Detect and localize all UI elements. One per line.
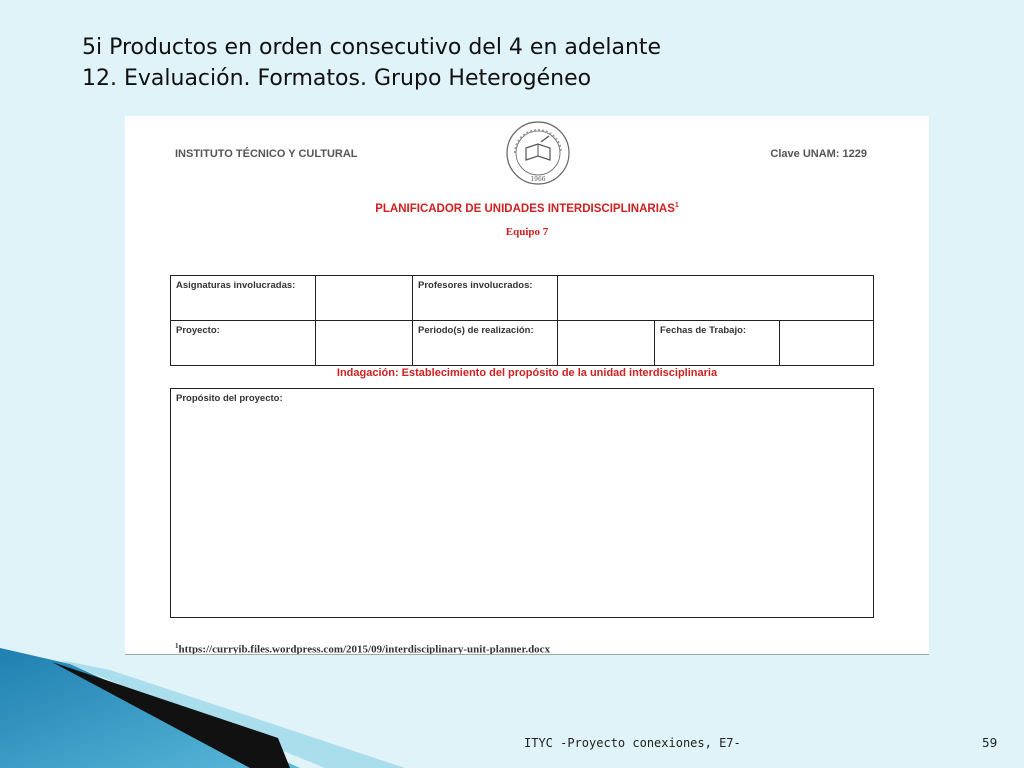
slide-title-line-2: 12. Evaluación. Formatos. Grupo Heterogéneo — [82, 66, 592, 91]
project-field[interactable] — [316, 321, 413, 366]
subjects-label: Asignaturas involucradas: — [171, 276, 316, 321]
page-number: 59 — [982, 736, 998, 750]
document-image — [125, 116, 929, 655]
teachers-label: Profesores involucrados: — [413, 276, 558, 321]
institution-seal-icon — [505, 120, 571, 186]
svg-text:1966: 1966 — [530, 176, 546, 183]
team-label: Equipo 7 — [505, 226, 549, 238]
decorative-corner-shape — [0, 640, 420, 768]
project-label: Proyecto: — [171, 321, 316, 366]
footnote-marker: 1 — [674, 202, 679, 209]
project-purpose-label: Propósito del proyecto: — [176, 393, 283, 404]
period-label: Periodo(s) de realización: — [413, 321, 558, 366]
project-purpose-box[interactable] — [170, 388, 874, 618]
subjects-field[interactable] — [316, 276, 413, 321]
period-field[interactable] — [558, 321, 655, 366]
inquiry-section-title: Indagación: Establecimiento del propósito de la unidad interdisciplinaria — [336, 367, 718, 379]
teachers-field[interactable] — [558, 276, 874, 321]
table-row — [171, 276, 874, 321]
clave-unam: Clave UNAM: 1229 — [770, 148, 867, 160]
work-dates-label: Fechas de Trabajo: — [655, 321, 780, 366]
slide-title — [82, 32, 661, 94]
footnote: $^1$https://curryib.files.wordpress.com/2015/09/interdisciplinary-unit-planner.docx — [175, 642, 551, 655]
slide-title-line-1: 5i Productos en orden consecutivo del 4 en adelante — [82, 35, 662, 60]
work-dates-field[interactable] — [780, 321, 874, 366]
project-info-table — [170, 275, 874, 366]
footer-text: ITYC -Proyecto conexiones, E7- — [524, 736, 741, 750]
planner-title: PLANIFICADOR DE UNIDADES INTERDISCIPLINARIAS$^1$ — [375, 202, 679, 215]
institution-name: INSTITUTO TÉCNICO Y CULTURAL — [175, 148, 358, 160]
table-row — [171, 321, 874, 366]
footnote-link[interactable]: https://curryib.files.wordpress.com/2015/09/interdisciplinary-unit-planner.docx — [178, 643, 551, 655]
